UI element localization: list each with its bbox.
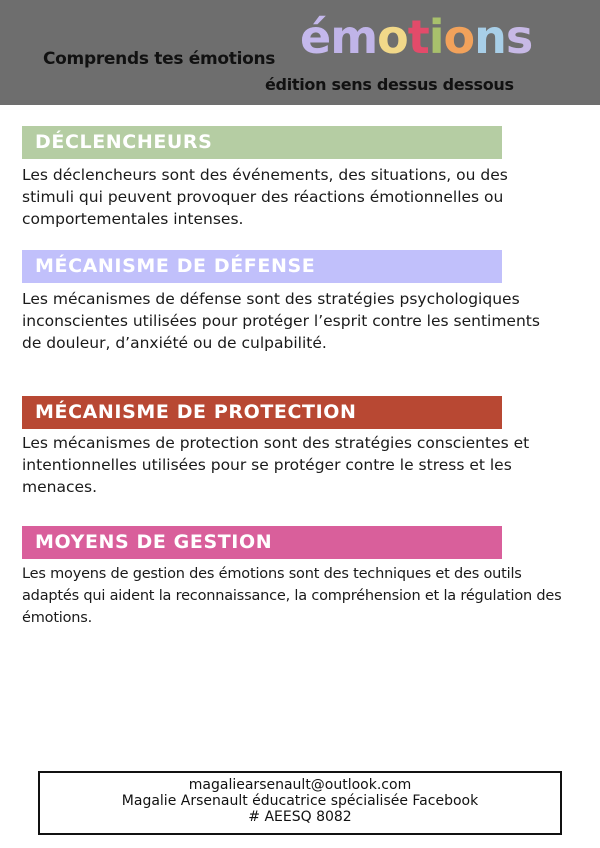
header-subtitle: Comprends tes émotions [43,49,276,69]
section-text-mecanisme-defense: Les mécanismes de défense sont des stratégies psychologiques inconscientes utilisées pour protéger l’esprit contre les sentiments de douleur, d’anxiété ou de culpabilité. [22,290,540,352]
footer-email: magaliearsenault@outlook.com [188,777,412,793]
header-edition: édition sens dessus dessous [265,75,514,94]
logo-letter: n [474,10,506,64]
logo-letter: s [505,10,533,64]
logo-letter: o [443,10,475,64]
logo-letter: i [428,10,444,64]
logo-letter: o [377,10,408,64]
contact-footer [38,771,562,835]
footer-author: Magalie Arsenault éducatrice spécialisée Facebook [121,793,479,809]
logo-letter: t [407,10,429,64]
header-banner [0,0,600,105]
section-title-declencheurs: DÉCLENCHEURS [22,126,502,159]
section-title-mecanisme-protection: MÉCANISME DE PROTECTION [22,396,502,429]
section-text-mecanisme-protection: Les mécanismes de protection sont des stratégies conscientes et intentionnelles utilisées pour se protéger contre le stress et les menaces. [22,434,530,496]
section-title-mecanisme-defense: MÉCANISME DE DÉFENSE [22,250,502,283]
logo-letter: é [300,10,331,64]
section-text-declencheurs: Les déclencheurs sont des événements, des situations, ou des stimuli qui peuvent provoquer des réactions émotionnelles ou comportementales intenses. [22,166,508,228]
footer-membership: # AEESQ 8082 [248,809,352,825]
section-title-moyens-gestion: MOYENS DE GESTION [22,526,502,559]
emotions-logo [300,10,533,64]
logo-letter: m [330,10,378,64]
section-text-moyens-gestion: Les moyens de gestion des émotions sont des techniques et des outils adaptés qui aident la reconnaissance, la compréhension et la régulation des émotions. [22,566,562,626]
